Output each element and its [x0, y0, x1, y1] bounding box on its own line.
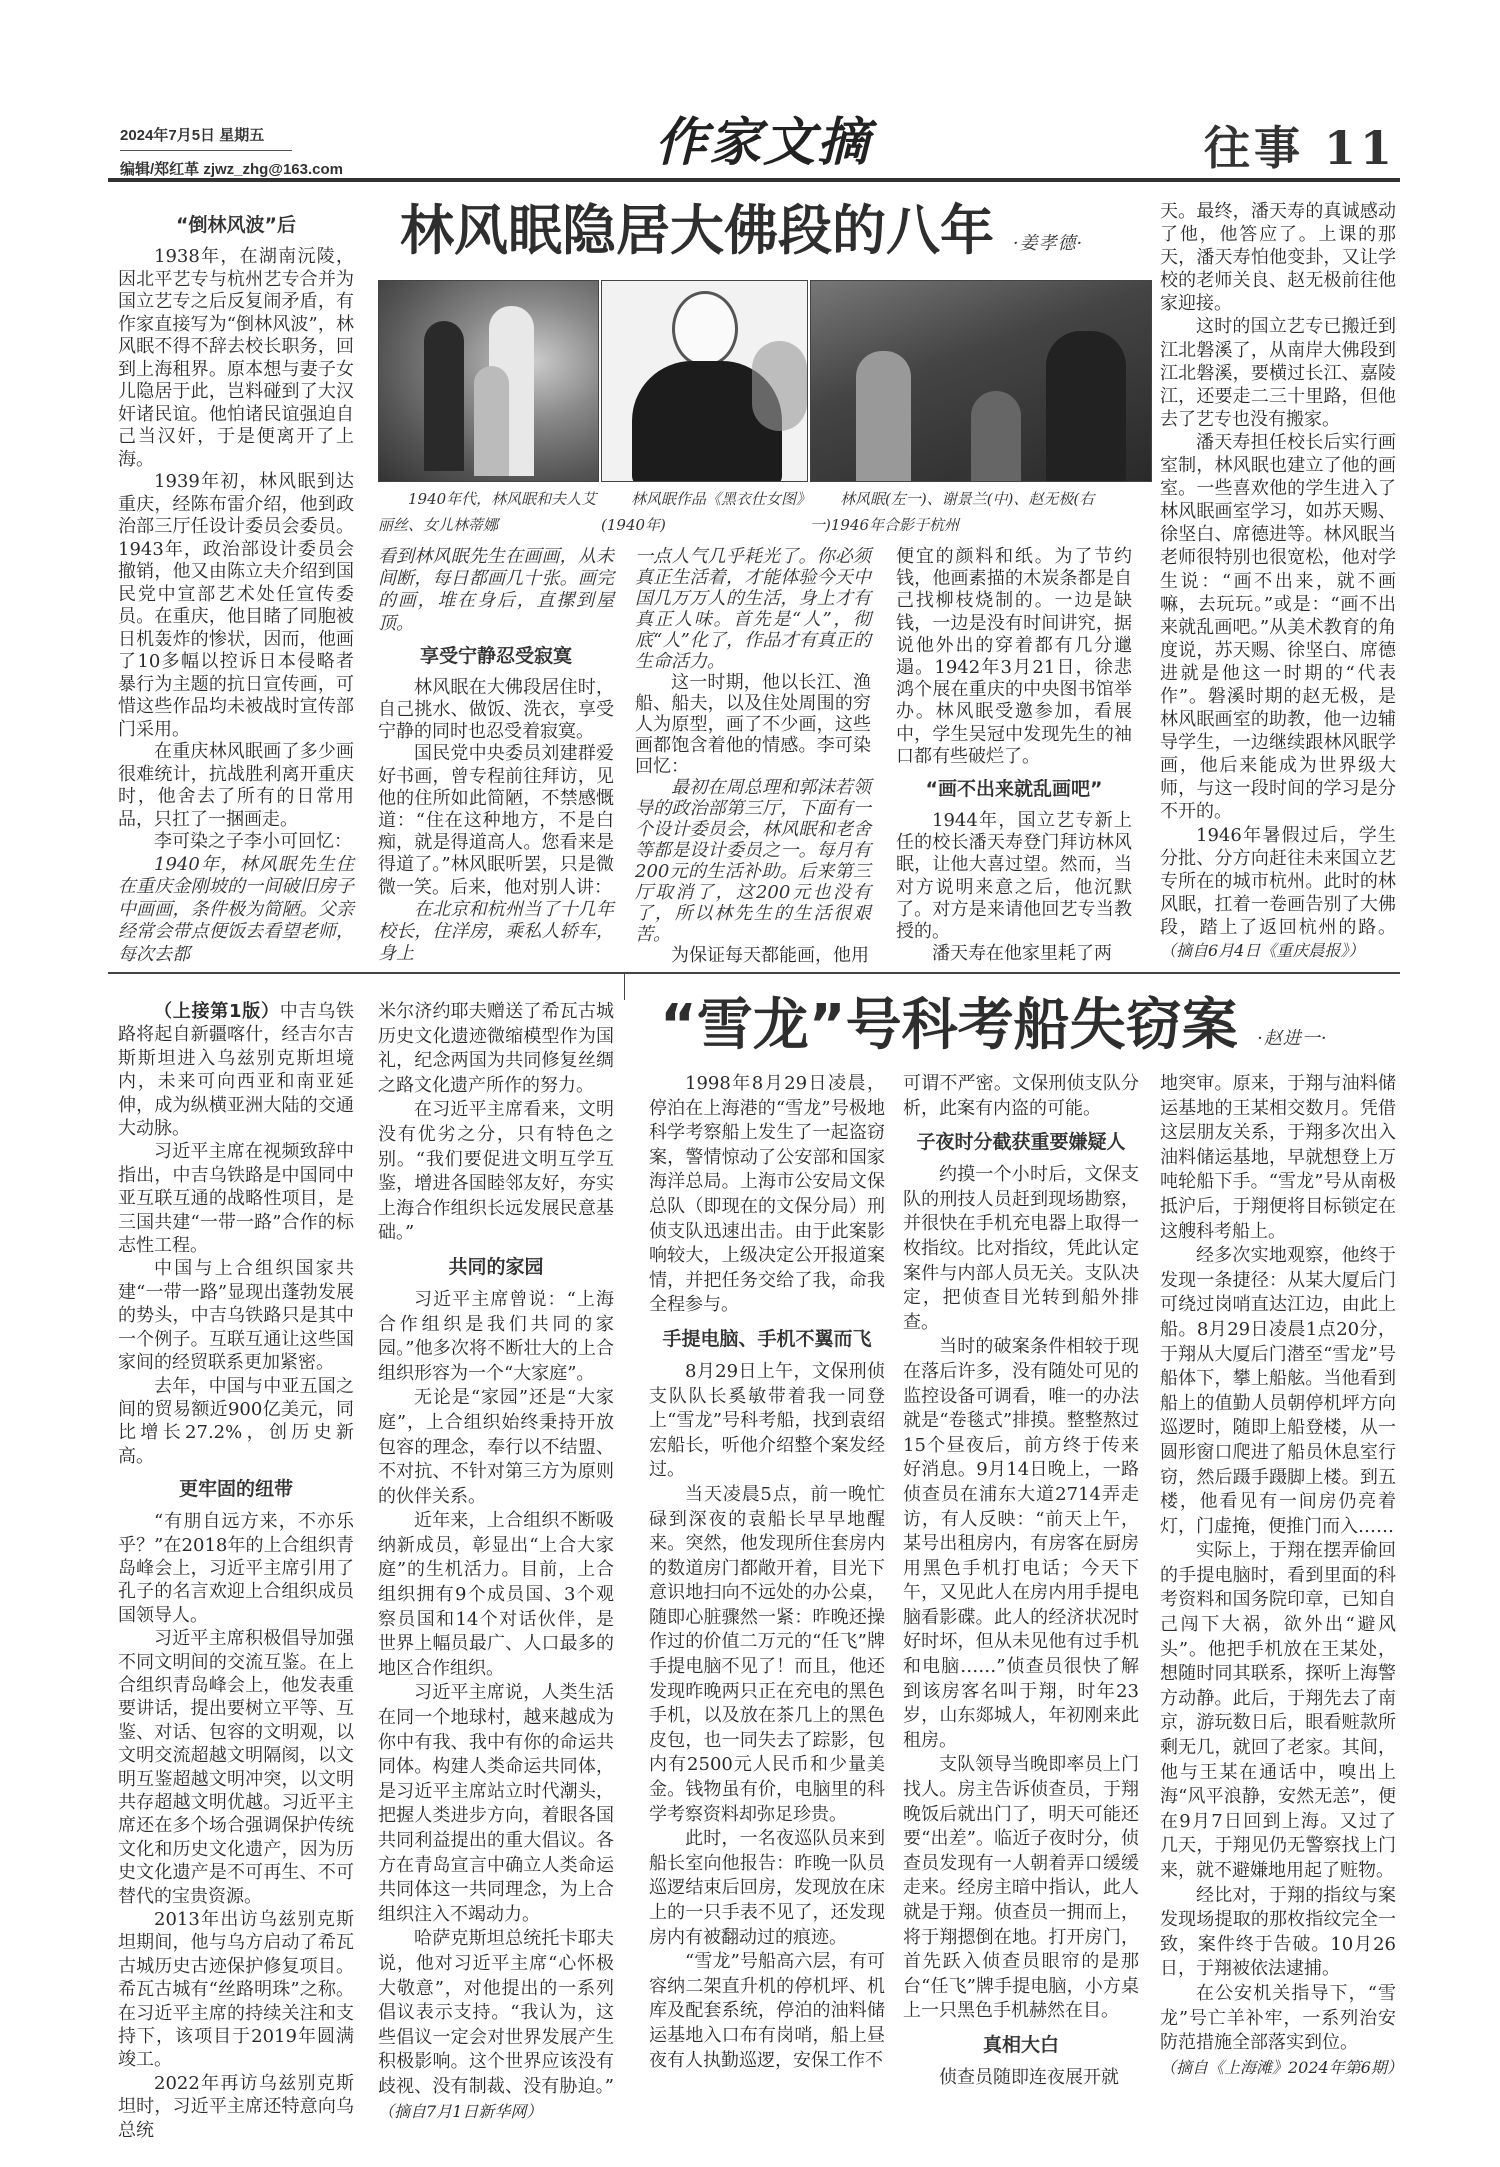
paragraph	[1160, 200, 1396, 315]
quote-paragraph	[118, 854, 354, 967]
paragraph	[1160, 315, 1396, 430]
paragraph	[896, 810, 1132, 943]
text: 习近平主席说，人类生活在同一个地球村，越来越成为你中有我、我中有你的命运共同体。构建人类命运共同体，是习近平主席站立时代潮头，把握人类进步方向，着眼各国共同利益提出的重大倡议。各方在青岛宣言中确立人类命运共同体这一共同理念，为上合组织注入不竭动力。	[378, 1682, 614, 1925]
paragraph	[118, 1908, 354, 2072]
paragraph	[903, 1753, 1139, 2024]
text: 侦查员随即连夜展开就	[939, 2066, 1119, 2088]
paragraph	[649, 1072, 885, 1318]
subheading	[378, 643, 614, 669]
text: 1944年，国立艺专新上任的校长潘天寿登门拜访林风眠，让他大喜过望。然而，当对方说明来意之后，他沉默了。对方是来请他回艺专当教授的。	[896, 810, 1132, 943]
paragraph	[118, 1000, 354, 1140]
quote-paragraph	[378, 546, 614, 635]
text: 支队领导当晚即率员上门找人。房主告诉侦查员，于翔晚饭后就出门了，明天可能还要“出差”。临近子夜时分，侦查员发现有一人朝着弄口缓缓走来。经房主暗中指认，此人就是于翔。侦查员一拥而上，将于翔摁倒在地。打开房门，首先跃入侦查员眼帘的是那台“任飞”牌手提电脑，小方桌上一只黑色手机赫然在目。	[903, 1754, 1139, 2022]
text: 1998年8月29日凌晨，停泊在上海港的“雪龙”号极地科学考察船上发生了一起盗窃案，警情惊动了公安部和国家海洋总局。上海市公安局文保总队（即现在的文保分局）刑侦支队迅速出击。由于此案影响较大，上级决定公开报道案情，并把任务交给了我，命我全程参与。	[649, 1073, 885, 1316]
paragraph	[649, 1950, 885, 2073]
text: 在北京和杭州当了十几年校长，住洋房，乘私人轿车，身上	[378, 898, 614, 965]
headline: 林风眠隐居大佛段的八年	[400, 199, 994, 262]
text: 习近平主席在视频致辞中指出，中吉乌铁路是中国同中亚互联互通的战略性项目，是三国共建“一带一路”合作的标志性工程。	[118, 1141, 354, 1257]
text: 可谓不严密。文保刑侦支队分析，此案有内盗的可能。	[903, 1073, 1139, 1119]
paragraph	[118, 1510, 354, 1627]
text: 经比对，于翔的指纹与案发现场提取的那枚指纹完全一致，案件终于告破。10月26日，于翔被依法逮捕。	[1160, 1884, 1396, 1980]
quote-paragraph	[378, 899, 614, 966]
text: 1940年，林风眠先生住在重庆金刚坡的一间破旧房子中画画，条件极为简陋。父亲经常会带点便饭去看望老师，每次去都	[118, 853, 354, 965]
text: 共同的家园	[448, 1255, 544, 1278]
source-citation: （摘自7月1日新华网）	[378, 2101, 543, 2121]
continued-column-1	[118, 1000, 354, 2142]
paragraph	[118, 741, 354, 831]
article2-column-1	[649, 1072, 885, 2073]
paragraph	[635, 672, 871, 777]
continued-column-2	[378, 1000, 614, 2124]
photo-caption-1: 1940年代，林风眠和夫人艾丽丝、女儿林蒂娜	[378, 490, 597, 534]
figure-zhao-wuji	[1046, 331, 1126, 481]
section-divider	[108, 972, 1400, 974]
newspaper-logo: 作家文摘	[655, 112, 872, 173]
figure-girl	[474, 366, 509, 476]
text: 这一时期，他以长江、渔船、船夫，以及住处周围的穷人为原型，画了不少画，这些画都饱含着他的情感。李可染回忆：	[635, 672, 871, 777]
article-title	[400, 198, 1083, 264]
text: 在重庆林风眠画了多少画很难统计，抗战胜利离开重庆时，他舍去了所有的日常用品，只扛了一捆画走。	[118, 741, 354, 830]
text: 近年来，上合组织不断吸纳新成员，彰显出“上合大家庭”的生机活力。目前，上合组织拥有9个成员国、3个观察员国和14个对话伙伴，是世界上幅员最广、人口最多的地区合作组织。	[378, 1510, 614, 1679]
article-title	[660, 992, 1328, 1060]
paragraph	[378, 1509, 614, 1681]
text: 1939年初，林风眠到达重庆，经陈布雷介绍，他到政治部三厅任设计委员会委员。1943年，政治部设计委员会撤销，他又由陈立夫介绍到国民党中宣部艺术处任宣传委员。在重庆，他目睹了同胞被日机轰炸的惨状，因而，他画了10多幅以控诉日本侵略者暴行为主题的抗日宣传画，可惜这些作品均未被战时宣传部门采用。	[118, 471, 354, 740]
text: “倒林风波”后	[176, 214, 296, 236]
headline: “雪龙”号科考船失窃案	[660, 993, 1238, 1058]
text: 天。最终，潘天寿的真诚感动了他，他答应了。上课的那天，潘天寿怕他变卦，又让学校的老师关良、赵无极前往他家迎接。	[1160, 201, 1396, 315]
text: 2013年出访乌兹别克斯坦期间，他与乌方启动了希瓦古城历史古迹保护修复项目。希瓦古城有“丝路明珠”之称。在习近平主席的持续关注和支持下，该项目于2019年圆满竣工。	[118, 1909, 354, 2071]
text: 在习近平主席看来，文明没有优劣之分，只有特色之别。“我们要促进文明互学互鉴，增进各国睦邻友好，夯实上海合作组织长远发展民意基础。”	[378, 1099, 614, 1244]
paragraph	[118, 471, 354, 741]
text: 此时，一名夜巡队员来到船长室向他报告：昨晚一队员巡逻结束后回房，发现放在床上的一只手表不见了，还发现房内有被翻动过的痕迹。	[649, 1828, 885, 1948]
paragraph	[118, 1375, 354, 1469]
paragraph	[118, 831, 354, 854]
paragraph	[118, 246, 354, 471]
paragraph	[1160, 1072, 1396, 1244]
article2-column-3	[1160, 1072, 1403, 2080]
text: 习近平主席曾说：“上海合作组织是我们共同的家园。”他多次将不断壮大的上合组织形容为一个“大家庭”。	[378, 1288, 614, 1384]
text: 一点人气几乎耗光了。你必须真正生活着，才能体验今天中国几万万人的生活，身上才有真正人味。首先是“人”，彻底“人”化了，作品才有真正的生命活力。	[635, 546, 871, 672]
section-page-label: 往事 11	[1203, 121, 1396, 175]
text: 在公安机关指导下，“雪龙”号亡羊补牢，一系列治安防范措施全部落实到位。	[1160, 1982, 1396, 2054]
painted-leaves	[752, 341, 807, 431]
paragraph	[1160, 824, 1396, 963]
paragraph	[118, 1257, 354, 1374]
text: 国民党中央委员刘建群爱好书画，曾专程前往拜访，见他的住所如此简陋，不禁感慨道：“住在这种地方，不是白痴，就是得道高人。您看来是得道了。”林风眠听罢，只是微微一笑。后来，他对别人讲：	[378, 743, 614, 898]
text: 中国与上合组织国家共建“一带一路”显现出蓬勃发展的势头，中吉乌铁路只是其中一个例子。互联互通让这些国家间的经贸联系更加紧密。	[118, 1258, 354, 1374]
paragraph	[903, 1335, 1139, 1753]
photo-caption-3: 林风眠(左一)、谢景兰(中)、赵无极(右一)1946年合影于杭州	[810, 490, 1095, 534]
family-photo	[378, 280, 599, 482]
text: （摘自《上海滩》2024年第6期）	[1160, 2057, 1403, 2077]
byline: ·姜孝德·	[1012, 233, 1084, 254]
text: “雪龙”号船高六层，有可容纳二架直升机的停机坪、机库及配套系统，停泊的油料储运基地入口布有岗哨，船上昼夜有人执勤巡逻，安保工作不	[649, 1951, 885, 2071]
text: 享受宁静忍受寂寞	[419, 644, 572, 667]
figure-lin-fengmian	[856, 351, 911, 481]
text: 更牢固的纽带	[178, 1478, 293, 1501]
subheading	[903, 2032, 1139, 2058]
painted-face	[672, 291, 738, 367]
text: 便宜的颜料和纸。为了节约钱，他画素描的木炭条都是自己找柳枝烧制的。一边是缺钱，一边是没有时间讲究，据说他外出的穿着都有几分邋遢。1942年3月21日，徐悲鸿个展在重庆的中央图书馆举办。林风眠受邀参加，看展中，学生吴冠中发现先生的袖口都有些破烂了。	[896, 546, 1132, 767]
paragraph	[635, 945, 871, 966]
paragraph	[118, 2072, 354, 2142]
text: 经多次实地观察，他终于发现一条捷径：从某大厦后门可绕过岗哨直达江边，由此上船。8月29日凌晨1点20分，于翔从大厦后门潜至“雪龙”号船体下，攀上船舷。当他看到船上的值勤人员朝停机坪方向巡逻时，随即上船登楼，从一圆形窗口爬进了船员休息室行窃，然后蹑手蹑脚上楼。到五楼，他看见有一间房仍亮着灯，门虚掩，便推门而入……	[1160, 1245, 1396, 1537]
paragraph	[649, 1483, 885, 1827]
paragraph	[1160, 1982, 1396, 2056]
paragraph	[896, 943, 1132, 965]
paragraph	[896, 546, 1132, 768]
text: 潘天寿担任校长后实行画室制，林风眠也建立了他的画室。一些喜欢他的学生进入了林风眠画室学习，如苏天赐、徐坚白、席德进等。林风眠当老师很特别也很宽松，他对学生说：“画不出来，就不画嘛，去玩玩。”或是：“画不出来就乱画吧。”从美术教育的角度说，苏天赐、徐坚白、席德进就是他这一时期的“代表作”。磐溪时期的赵无极，是林风眠画室的助教，他一边辅导学生，一边继续跟林风眠学画，他后来能成为世界级大师，与这一段时间的学习是分不开的。	[1160, 431, 1396, 823]
paragraph	[649, 1360, 885, 1483]
paragraph	[1160, 431, 1396, 824]
text: 子夜时分截获重要嫌疑人	[916, 1131, 1126, 1154]
header-underline	[120, 150, 292, 151]
article1-column-5	[1160, 200, 1396, 962]
source-citation: （摘自6月4日《重庆晨报》）	[1160, 941, 1365, 960]
paragraph	[903, 2066, 1139, 2091]
text: 真相大白	[982, 2033, 1059, 2056]
text: “画不出来就乱画吧”	[925, 778, 1103, 801]
text: 1938年，在湖南沅陵，因北平艺专与杭州艺专合并为国立艺专之后反复闹矛盾，有作家直接写为“倒林风波”，林风眠不得不辞去校长职务，回到上海租界。原本想与妻子女儿隐居于此，岂料碰到了大汉奸诸民谊。他怕诸民谊强迫自己当汉奸，于是便离开了上海。	[118, 246, 354, 470]
source-citation	[1160, 2056, 1403, 2081]
article2-column-2	[903, 1072, 1139, 2091]
paragraph	[1160, 1884, 1396, 1982]
figure-man	[424, 321, 464, 471]
paragraph	[378, 1000, 614, 1098]
figure-xie-jinglan	[971, 391, 1021, 481]
text: 8月29日上午，文保刑侦支队队长奚敏带着我一同登上“雪龙”号科考船，找到袁绍宏船长，听他介绍整个案发经过。	[649, 1360, 885, 1481]
photo-caption-2: 林风眠作品《黑衣仕女图》(1940年)	[601, 490, 804, 534]
quote-paragraph	[635, 546, 871, 672]
paragraph	[649, 1827, 885, 1950]
text: 当时的破案条件相较于现在落后许多，没有随处可见的监控设备可调看，唯一的办法就是“卷毯式”排摸。整整熬过15个昼夜后，前方终于传来好消息。9月14日晚上，一路侦查员在浦东大道2714弄走访，有人反映：“前天上午，某号出租房内，有房客在厨房用黑色手机打电话；今天下午，又见此人在房内用手提电脑看影碟。此人的经济状况时好时坏，但从未见他有过手机和电脑……”侦查员很快了解到该房客名叫于翔，时年23岁，山东郯城人，年初刚来此租房。	[903, 1336, 1139, 1751]
continuation-marker: （上接第1版）	[154, 1001, 280, 1022]
paragraph	[378, 677, 614, 744]
group-photo-hangzhou	[810, 280, 1152, 482]
editor-credit: 编辑/郑红革 zjwz_zhg@163.com	[120, 161, 344, 178]
subheading	[378, 1254, 614, 1280]
paragraph	[378, 1288, 614, 1386]
text: 这时的国立艺专已搬迁到江北磐溪了，从南岸大佛段到江北磐溪，要横过长江、嘉陵江，还要走二三十里路，但他去了艺专也没有搬家。	[1160, 316, 1396, 430]
painting-black-dress-lady	[601, 280, 808, 482]
subheading	[118, 212, 354, 238]
text: 无论是“家园”还是“大家庭”，上合组织始终秉持开放包容的理念，奉行以不结盟、不对抗、不针对第三方为原则的伙伴关系。	[378, 1387, 614, 1507]
text: 中吉乌铁路将起自新疆喀什，经吉尔吉斯斯坦进入乌兹别克斯坦境内，未来可向西亚和南亚延伸，成为纵横亚洲大陆的交通大动脉。	[118, 1001, 355, 1140]
subheading	[903, 1129, 1139, 1155]
text: 手提电脑、手机不翼而飞	[662, 1327, 872, 1350]
issue-date: 2024年7月5日 星期五	[120, 127, 265, 144]
paragraph	[1160, 1539, 1396, 1883]
paragraph	[903, 1072, 1139, 1121]
text: 看到林风眠先生在画画，从未间断，每日都画几十张。画完的画，堆在身后，直摞到屋顶。	[378, 546, 614, 634]
paragraph	[903, 1163, 1139, 1335]
quote-paragraph	[635, 777, 871, 945]
text: 1946年暑假过后，学生分批、分方向赶往未来国立艺专所在的城市杭州。此时的林风眠，扛着一卷画告别了大佛段，踏上了返回杭州的路。	[1160, 824, 1396, 938]
text: 约摸一个小时后，文保支队的刑技人员赶到现场勘察，并很快在手机充电器上取得一枚指纹。比对指纹，凭此认定案件与内部人员无关。支队决定，把侦查目光转到船外排查。	[903, 1164, 1139, 1333]
paragraph	[378, 1098, 614, 1246]
paragraph	[378, 743, 614, 898]
text: 实际上，于翔在摆弄偷回的手提电脑时，看到里面的科考资料和国务院印章，已知自己闯下大祸，欲外出“避风头”。他把手机放在王某处，想随时同其联系，探听上海警方动静。此后，于翔先去了南京，游玩数日后，眼看赃款所剩无几，就回了老家。其间，他与王某在通话中，嗅出上海“风平浪静，安然无恙”，便在9月7日回到上海。又过了几天，于翔见仍无警察找上门来，就不避嫌地用起了赃物。	[1160, 1540, 1396, 1881]
byline: ·赵进一·	[1257, 1028, 1328, 1049]
text: 2022年再访乌兹别克斯坦时，习近平主席还特意向乌总统	[118, 2072, 354, 2141]
text: 为保证每天都能画，他用	[671, 945, 869, 966]
text: 当天凌晨5点，前一晚忙碌到深夜的袁船长早早地醒来。突然，他发现所住套房内的数道房门都敞开着，目光下意识地扫向不远处的办公桌，随即心脏骤然一紧：昨晚还操作过的价值二万元的“任飞”牌手提电脑不见了！而且，他还发现昨晚两只正在充电的黑色手机，以及放在茶几上的黑色皮包，也一同失去了踪影，包内有2500元人民币和少量美金。钱物虽有价，电脑里的科学考察资料却弥足珍贵。	[649, 1483, 885, 1825]
article1-column-4	[896, 546, 1132, 965]
article1-column-2	[378, 546, 614, 965]
subheading	[649, 1326, 885, 1352]
subheading	[896, 776, 1132, 802]
text: 去年，中国与中亚五国之间的贸易额近900亿美元，同比增长27.2%，创历史新高。	[118, 1375, 354, 1467]
paragraph	[1160, 1244, 1396, 1539]
paragraph	[378, 1681, 614, 1927]
text: 潘天寿在他家里耗了两	[932, 943, 1112, 965]
text: “有朋自远方来，不亦乐乎？”在2018年的上合组织青岛峰会上，习近平主席引用了孔子的名言欢迎上合组织成员国领导人。	[118, 1511, 354, 1626]
paragraph	[118, 1627, 354, 1908]
text: 米尔济约耶夫赠送了希瓦古城历史文化遗迹微缩模型作为国礼，纪念两国为共同修复丝绸之路文化遗产所作的努力。	[378, 1001, 614, 1096]
text: 李可染之子李小可回忆：	[154, 831, 352, 852]
text: 林风眠在大佛段居住时，自己挑水、做饭、洗衣，享受宁静的同时也忍受着寂寞。	[378, 676, 614, 743]
paragraph	[378, 1386, 614, 1509]
column-rule	[624, 974, 625, 1000]
article1-column-1	[118, 204, 354, 966]
article1-column-3	[635, 546, 871, 966]
text: 地突审。原来，于翔与油料储运基地的王某相交数月。凭借这层朋友关系，于翔多次出入油料储运基地，早就想登上万吨轮船下手。“雪龙”号从南极抵沪后，于翔便将目标锁定在这艘科考船上。	[1160, 1073, 1396, 1242]
text: 最初在周总理和郭沫若领导的政治部第三厅，下面有一个设计委员会，林风眠和老舍等都是设计委员之一。每月有200元的生活补助。后来第三厅取消了，这200元也没有了，所以林先生的生活很艰苦。	[635, 777, 871, 945]
text: 习近平主席积极倡导加强不同文明间的交流互鉴。在上合组织青岛峰会上，他发表重要讲话，提出要树立平等、互鉴、对话、包容的文明观，以文明交流超越文明隔阂，以文明互鉴超越文明冲突，以文明共存超越文明优越。习近平主席还在多个场合强调保护传统文化和历史文化遗产，因为历史文化遗产是不可再生、不可替代的宝贵资源。	[118, 1628, 354, 1907]
paragraph	[118, 1140, 354, 1257]
header-rule	[108, 178, 1400, 182]
subheading	[118, 1476, 354, 1502]
paragraph	[378, 1927, 614, 2124]
text: 哈萨克斯坦总统托卡耶夫说，他对习近平主席“心怀极大敬意”，对他提出的一系列倡议表示支持。“我认为，这些倡议一定会对世界发展产生积极影响。这个世界应该没有歧视、没有制裁、没有胁迫。”	[378, 1928, 614, 2097]
